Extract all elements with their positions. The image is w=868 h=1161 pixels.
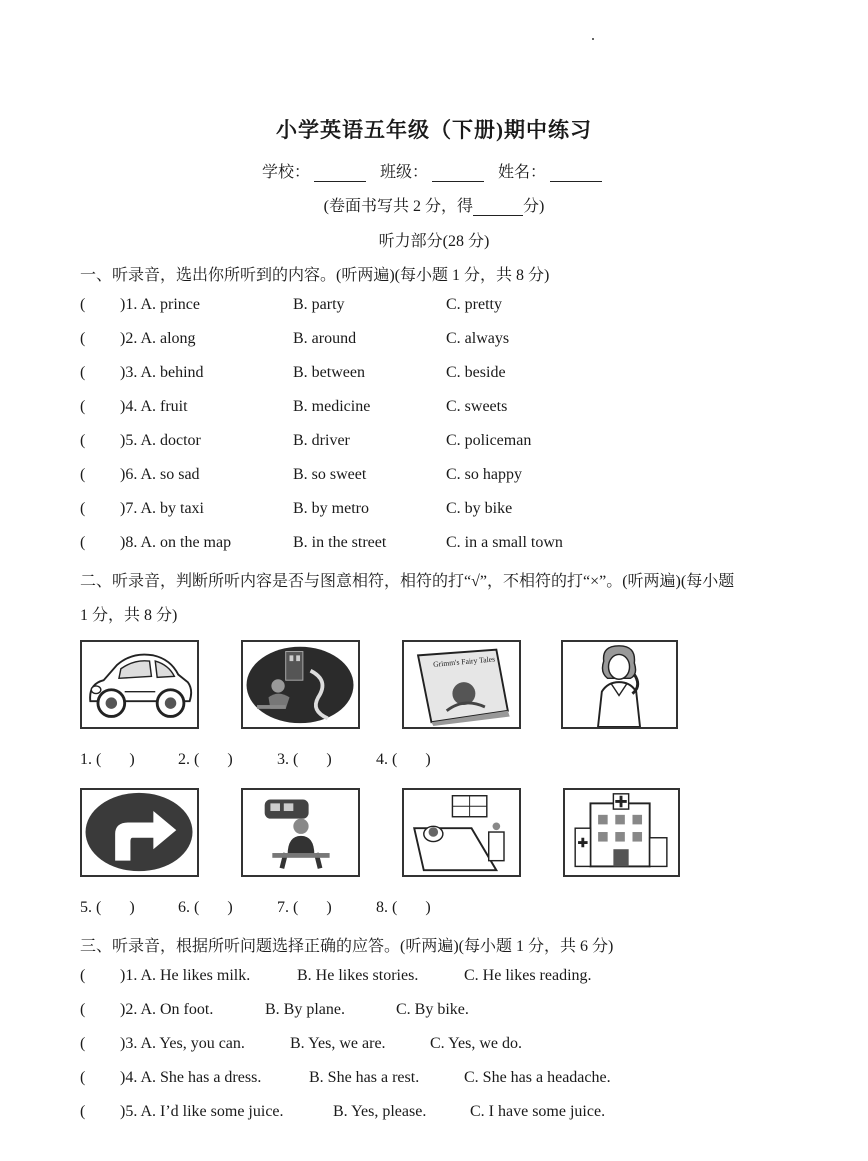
name-blank[interactable] bbox=[550, 181, 602, 182]
car-picture bbox=[80, 640, 199, 729]
option-b: B. so sweet bbox=[293, 466, 367, 483]
option-a: )1. A. He likes milk. bbox=[120, 967, 251, 984]
option-b: B. Yes, we are. bbox=[290, 1035, 386, 1052]
option-a: )6. A. so sad bbox=[120, 466, 200, 483]
neatness-unit: 分) bbox=[523, 198, 545, 215]
paren-open: ( bbox=[80, 330, 86, 347]
paren-open: ( bbox=[80, 1035, 86, 1052]
score-blank[interactable] bbox=[473, 215, 523, 216]
school-blank[interactable] bbox=[314, 181, 366, 182]
option-c: C. Yes, we do. bbox=[430, 1035, 523, 1052]
class-blank[interactable] bbox=[432, 181, 484, 182]
option-c: C. so happy bbox=[446, 466, 522, 483]
neatness-line bbox=[0, 193, 868, 216]
night-scene-icon bbox=[243, 642, 358, 727]
close-paren: ) bbox=[129, 751, 135, 768]
option-a: )1. A. prince bbox=[120, 296, 200, 313]
paren-open: ( bbox=[80, 466, 86, 483]
book-icon bbox=[404, 642, 519, 727]
option-a: )2. A. On foot. bbox=[120, 1001, 214, 1018]
answer-1 bbox=[80, 751, 135, 769]
option-c: C. in a small town bbox=[446, 534, 563, 551]
part1-heading: 一、听录音，选出你所听到的内容。(听两遍)(每小题 1 分，共 8 分) bbox=[80, 267, 550, 284]
paren-open: ( bbox=[80, 1069, 86, 1086]
class-label: 班级： bbox=[379, 164, 428, 181]
paren-open: ( bbox=[80, 398, 86, 415]
option-b: B. around bbox=[293, 330, 357, 347]
answer-label: 3. ( bbox=[277, 751, 299, 768]
answer-label: 5. ( bbox=[80, 899, 102, 916]
close-paren: ) bbox=[227, 899, 233, 916]
option-a: )7. A. by taxi bbox=[120, 500, 204, 517]
option-a: )4. A. She has a dress. bbox=[120, 1069, 262, 1086]
school-label: 学校： bbox=[261, 164, 310, 181]
paren-open: ( bbox=[80, 364, 86, 381]
option-a: )2. A. along bbox=[120, 330, 196, 347]
car-icon bbox=[82, 642, 197, 727]
option-c: C. by bike bbox=[446, 500, 513, 517]
close-paren: ) bbox=[129, 899, 135, 916]
man-sitting-picture bbox=[241, 788, 360, 877]
turn-right-sign-picture bbox=[80, 788, 199, 877]
answer-label: 4. ( bbox=[376, 751, 398, 768]
answer-5 bbox=[80, 899, 135, 917]
option-b: B. party bbox=[293, 296, 345, 313]
option-b: B. He likes stories. bbox=[297, 967, 419, 984]
close-paren: ) bbox=[326, 899, 332, 916]
hospital-icon bbox=[565, 790, 678, 875]
option-b: B. between bbox=[293, 364, 365, 381]
name-label: 姓名： bbox=[498, 164, 547, 181]
option-c: C. beside bbox=[446, 364, 506, 381]
close-paren: ) bbox=[425, 751, 431, 768]
option-c: C. He likes reading. bbox=[464, 967, 592, 984]
close-paren: ) bbox=[425, 899, 431, 916]
paren-open: ( bbox=[80, 967, 86, 984]
sick-in-bed-picture bbox=[402, 788, 521, 877]
answer-6 bbox=[178, 899, 233, 917]
option-c: C. She has a headache. bbox=[464, 1069, 611, 1086]
paren-open: ( bbox=[80, 1001, 86, 1018]
book-title-text: Grimm's Fairy Tales bbox=[432, 654, 496, 669]
speck bbox=[592, 38, 594, 40]
paren-open: ( bbox=[80, 432, 86, 449]
option-b: B. Yes, please. bbox=[333, 1103, 427, 1120]
night-scene-picture bbox=[241, 640, 360, 729]
man-sitting-icon bbox=[243, 790, 358, 875]
woman-icon bbox=[563, 642, 676, 727]
book-picture bbox=[402, 640, 521, 729]
answer-4 bbox=[376, 751, 431, 769]
answer-label: 6. ( bbox=[178, 899, 200, 916]
answer-7 bbox=[277, 899, 332, 917]
answer-label: 1. ( bbox=[80, 751, 102, 768]
option-a: )5. A. doctor bbox=[120, 432, 201, 449]
option-a: )3. A. Yes, you can. bbox=[120, 1035, 245, 1052]
close-paren: ) bbox=[326, 751, 332, 768]
answer-3 bbox=[277, 751, 332, 769]
option-a: )4. A. fruit bbox=[120, 398, 188, 415]
paren-open: ( bbox=[80, 1103, 86, 1120]
answer-8 bbox=[376, 899, 431, 917]
option-c: C. policeman bbox=[446, 432, 532, 449]
answer-label: 7. ( bbox=[277, 899, 299, 916]
option-b: B. By plane. bbox=[265, 1001, 345, 1018]
listening-heading: 听力部分(28 分) bbox=[378, 233, 490, 250]
turn-right-arrow-icon bbox=[82, 790, 197, 875]
part2-heading-line2: 1 分，共 8 分) bbox=[80, 607, 178, 624]
option-c: C. I have some juice. bbox=[470, 1103, 606, 1120]
close-paren: ) bbox=[227, 751, 233, 768]
option-a: )3. A. behind bbox=[120, 364, 204, 381]
paren-open: ( bbox=[80, 296, 86, 313]
part2-heading-line1: 二、听录音，判断所听内容是否与图意相符，相符的打“√”，不相符的打“×”。(听两遍)(每小题 bbox=[80, 573, 735, 590]
answer-label: 8. ( bbox=[376, 899, 398, 916]
option-b: B. She has a rest. bbox=[309, 1069, 420, 1086]
option-b: B. by metro bbox=[293, 500, 369, 517]
option-a: )5. A. I’d like some juice. bbox=[120, 1103, 284, 1120]
answer-2 bbox=[178, 751, 233, 769]
option-b: B. medicine bbox=[293, 398, 371, 415]
option-b: B. in the street bbox=[293, 534, 387, 551]
hospital-picture bbox=[563, 788, 680, 877]
paren-open: ( bbox=[80, 534, 86, 551]
paren-open: ( bbox=[80, 500, 86, 517]
page-title: 小学英语五年级（下册)期中练习 bbox=[276, 118, 592, 142]
option-a: )8. A. on the map bbox=[120, 534, 232, 551]
part3-heading: 三、听录音，根据所听问题选择正确的应答。(听两遍)(每小题 1 分，共 6 分) bbox=[80, 938, 614, 955]
option-c: C. always bbox=[446, 330, 510, 347]
sick-in-bed-icon bbox=[404, 790, 519, 875]
option-c: C. pretty bbox=[446, 296, 502, 313]
answer-label: 2. ( bbox=[178, 751, 200, 768]
woman-picture bbox=[561, 640, 678, 729]
option-c: C. sweets bbox=[446, 398, 508, 415]
option-c: C. By bike. bbox=[396, 1001, 469, 1018]
student-info-line bbox=[0, 159, 868, 182]
neatness-text: (卷面书写共 2 分，得 bbox=[323, 198, 473, 215]
option-b: B. driver bbox=[293, 432, 350, 449]
